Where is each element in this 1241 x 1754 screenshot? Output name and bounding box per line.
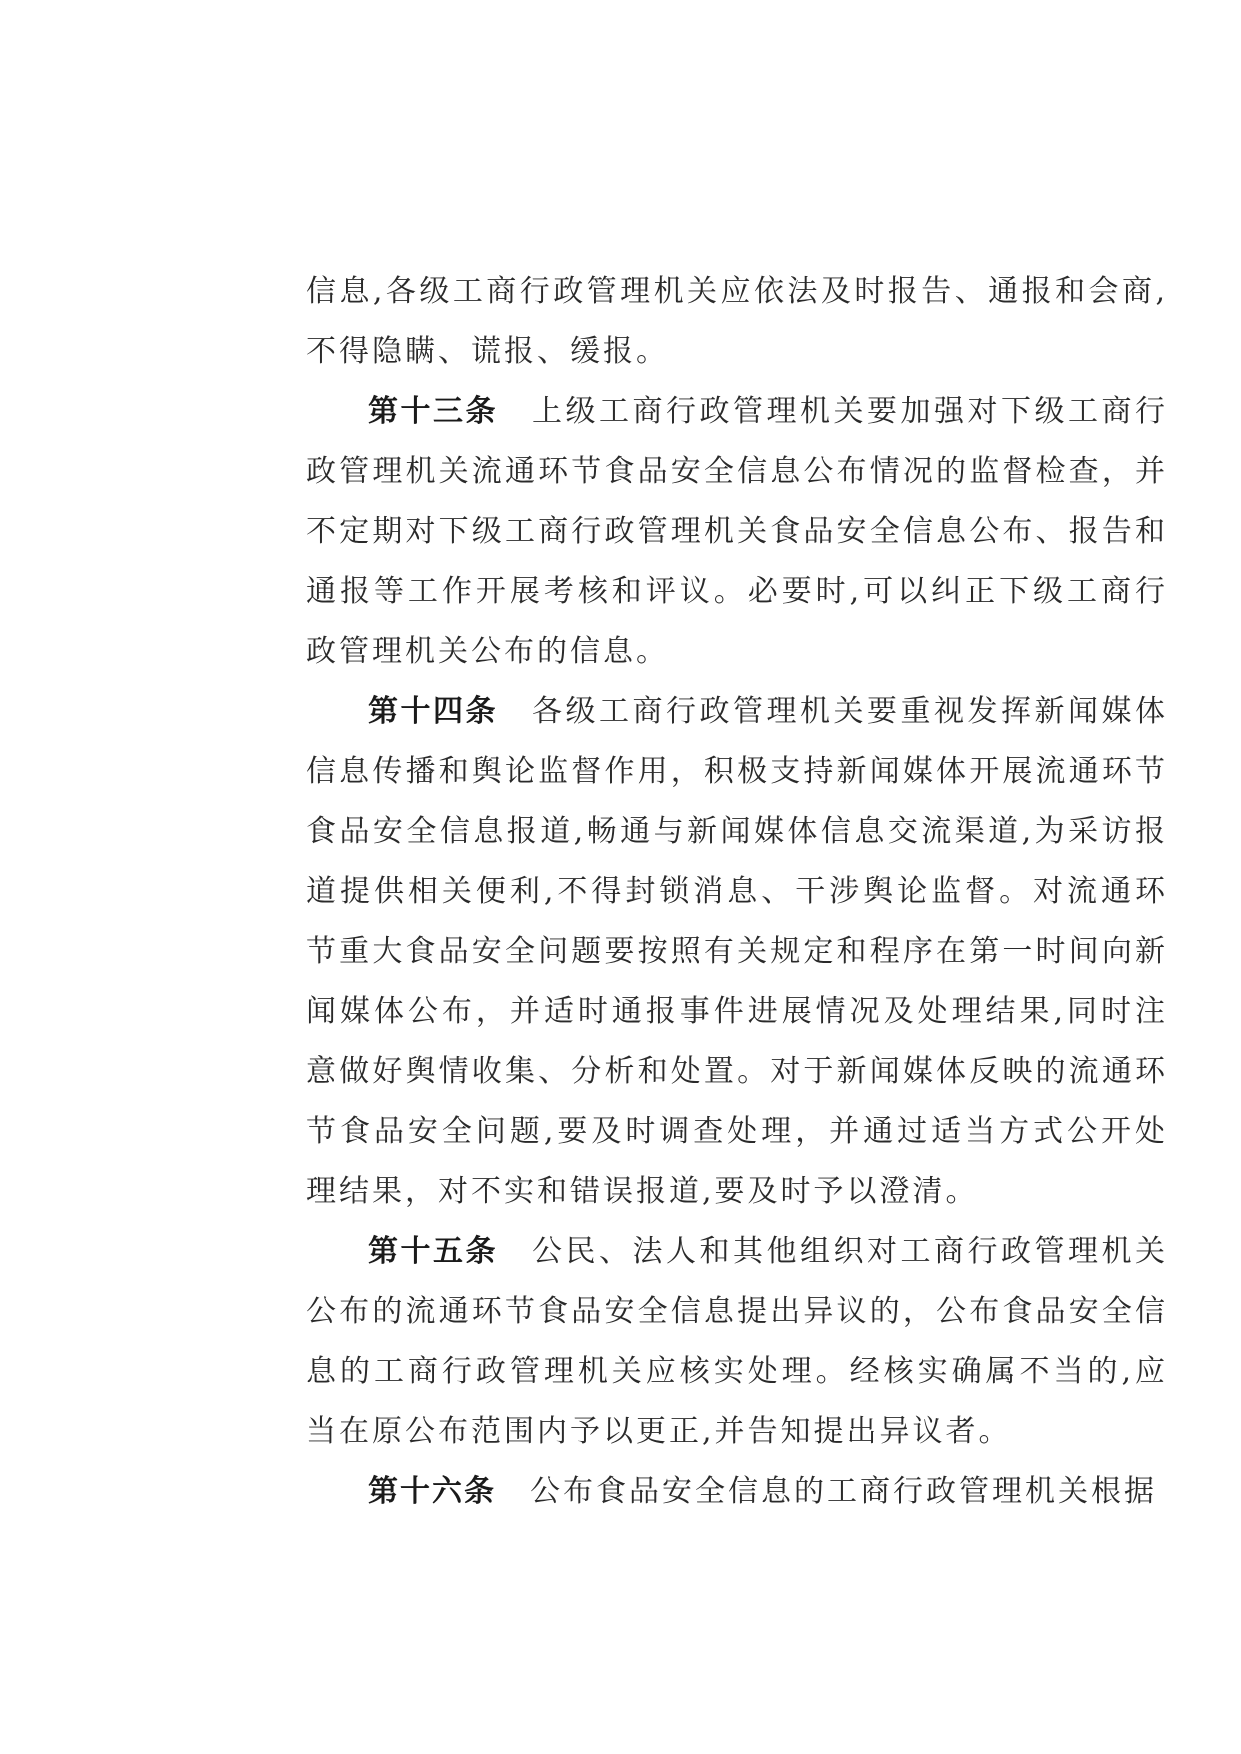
paragraph-article-16: [306, 1462, 1168, 1522]
article-number: 第十四条: [368, 694, 498, 729]
paragraph-text: 上级工商行政管理机关要加强对下级工商行政管理机关流通环节食品安全信息公布情况的监督检查，并不定期对下级工商行政管理机关食品安全信息公布、报告和通报等工作开展考核和评议。必要时,可以纠正下级工商行政管理机关公布的信息。: [306, 394, 1168, 669]
paragraph-article-13: [306, 382, 1168, 682]
paragraph-text: 公布食品安全信息的工商行政管理机关根据: [530, 1474, 1157, 1509]
article-number: 第十五条: [368, 1234, 498, 1269]
paragraph-article-14: [306, 682, 1168, 1222]
paragraph-text: 信息,各级工商行政管理机关应依法及时报告、通报和会商,不得隐瞒、谎报、缓报。: [306, 274, 1168, 369]
article-number: 第十三条: [368, 394, 498, 429]
article-number: 第十六条: [368, 1474, 496, 1509]
paragraph-text: 公民、法人和其他组织对工商行政管理机关公布的流通环节食品安全信息提出异议的，公布食品安全信息的工商行政管理机关应核实处理。经核实确属不当的,应当在原公布范围内予以更正,并告知提出异议者。: [306, 1234, 1168, 1449]
regulation-text: [306, 262, 1168, 1522]
paragraph-text: 各级工商行政管理机关要重视发挥新闻媒体信息传播和舆论监督作用，积极支持新闻媒体开展流通环节食品安全信息报道,畅通与新闻媒体信息交流渠道,为采访报道提供相关便利,不得封锁消息、干涉舆论监督。对流通环节重大食品安全问题要按照有关规定和程序在第一时间向新闻媒体公布，并适时通报事件进展情况及处理结果,同时注意做好舆情收集、分析和处置。对于新闻媒体反映的流通环节食品安全问题,要及时调查处理，并通过适当方式公开处理结果，对不实和错误报道,要及时予以澄清。: [306, 694, 1168, 1209]
paragraph-continued: [306, 262, 1168, 382]
paragraph-article-15: [306, 1222, 1168, 1462]
